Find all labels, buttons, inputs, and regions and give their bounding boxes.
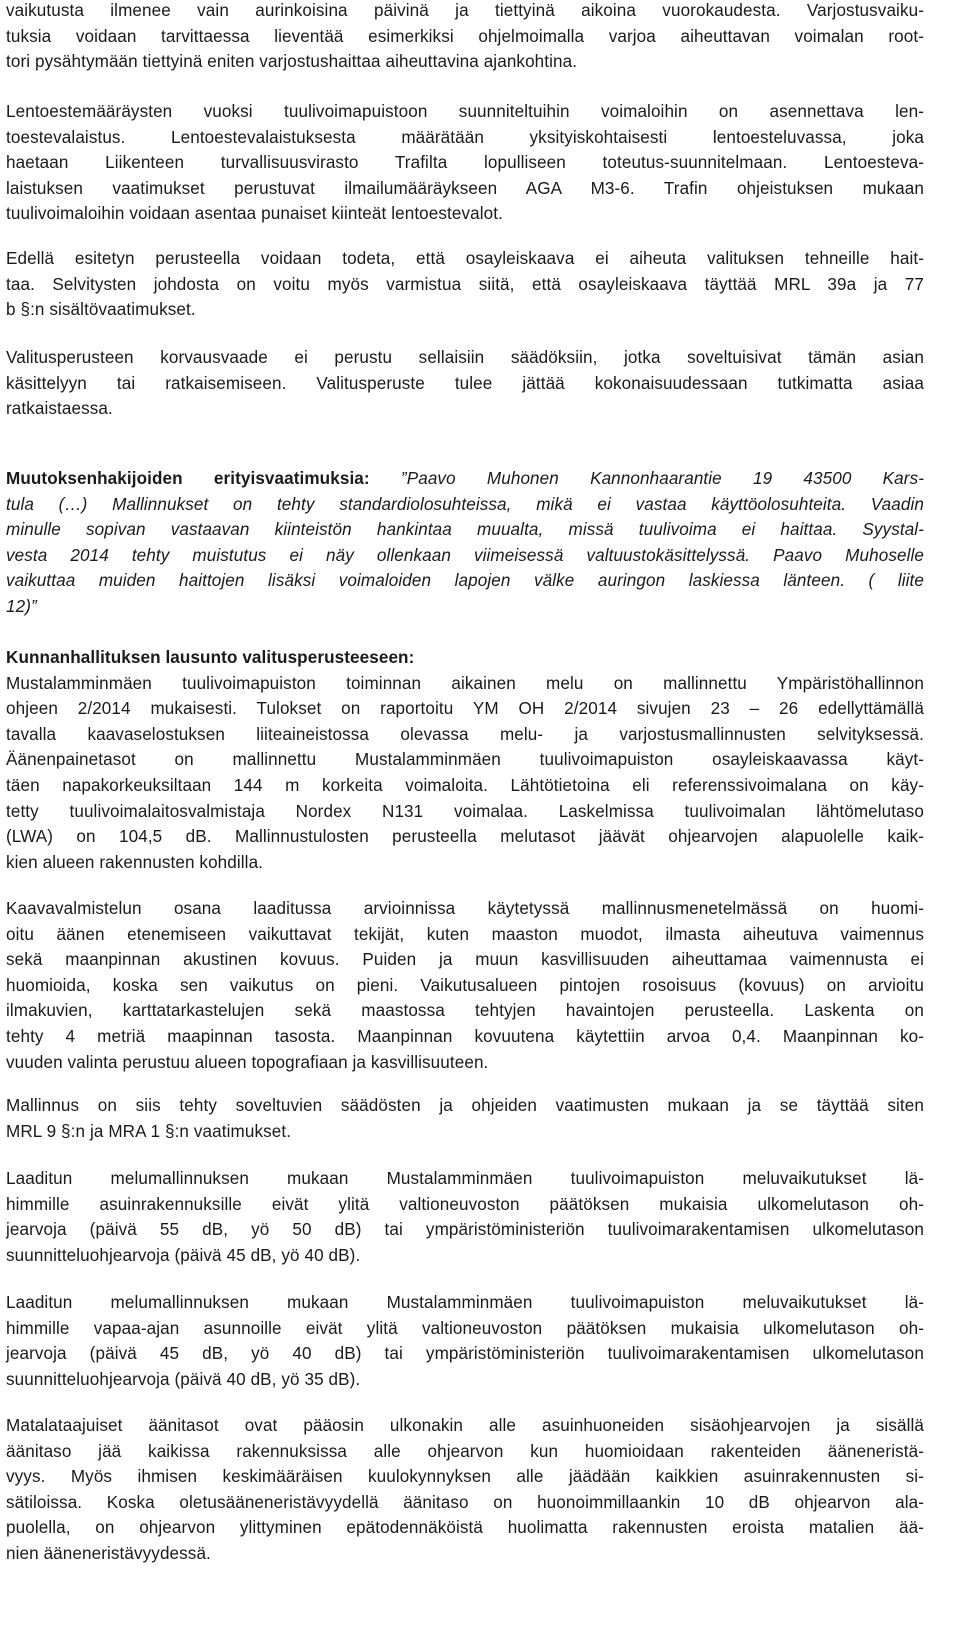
text-line — [6, 466, 924, 492]
text-line: vuuden valinta perustuu alueen topografiaan ja kasvillisuuteen. — [6, 1052, 489, 1072]
text-line: huomioida, koska sen vaikutus on pieni. Vaikutusalueen pintojen rosoisuus (kovuus) on arvioitu — [6, 975, 924, 995]
text-line: jearvoja (päivä 55 dB, yö 50 dB) tai ympäristöministeriön tuulivoimarakentamisen ulkomelutason — [6, 1220, 924, 1240]
paragraph-residential-noise — [6, 1166, 924, 1268]
paragraph-shadow-flicker — [6, 0, 924, 75]
text-line: ratkaistaessa. — [6, 399, 113, 419]
text-line: Edellä esitetyn perusteella voidaan todeta, että osayleiskaava ei aiheuta valituksen tehneille hait- — [6, 249, 924, 268]
text-line: vyys. Myös ihmisen keskimääräisen kuulokynnyksen alle jäädään kaikkien asuinrakennusten si- — [6, 1467, 924, 1487]
text-line: tuulivoimaloihin voidaan asentaa punaiset kiinteät lentoestevalot. — [6, 204, 503, 224]
text-line: tula (…) Mallinnukset on tehty standardiolosuhteissa, mikä ei vastaa käyttöolosuhteita. Vaadin — [6, 494, 924, 514]
text-line: b §:n sisältövaatimukset. — [6, 300, 196, 320]
text-line: nien ääneneristävyydessä. — [6, 1543, 211, 1563]
text-line: MRL 9 §:n ja MRA 1 §:n vaatimukset. — [6, 1121, 292, 1141]
text-line: himmille asuinrakennuksille eivät ylitä valtioneuvoston päätöksen mukaisia ulkomelutason oh- — [6, 1194, 924, 1214]
paragraph-modelling-method — [6, 896, 924, 1075]
text-line: Mallinnus on siis tehty soveltuvien säädösten ja ohjeiden vaatimusten mukaan ja se täyttää siten — [6, 1096, 924, 1115]
text-line: äänitaso jää kaikissa rakennuksissa alle ohjearvon kun huomioidaan rakenteiden ääneneristä- — [6, 1441, 924, 1461]
paragraph-compensation — [6, 345, 924, 422]
text-line: laistuksen vaatimukset perustuvat ilmailumääräykseen AGA M3-6. Trafin ohjeistuksen mukaan — [6, 178, 924, 198]
text-line: vaikuttaa muiden haittojen lisäksi voimaloiden lapojen välke auringon laskiessa länteen. ( liite — [6, 571, 924, 591]
section-heading: Kunnanhallituksen lausunto valitusperusteeseen: — [6, 648, 415, 667]
section-heading: Muutoksenhakijoiden erityisvaatimuksia: — [6, 469, 370, 488]
text-line: minulle sopivan vastaavan kiinteistön hankintaa muualta, missä tuulivoima ei haittaa. Syystal- — [6, 520, 924, 540]
text-line: suunnitteluohjearvoja (päivä 40 dB, yö 35 dB). — [6, 1369, 361, 1389]
text-line: käsittelyyn tai ratkaisemiseen. Valitusperuste tulee jättää kokonaisuudessaan tutkimatta asiaa — [6, 373, 924, 393]
paragraph-appellant-requirements — [6, 466, 924, 620]
text-line: tavalla kaavaselostuksen liiteaineistossa olevassa melu- ja varjostusmallinnusten selvityksessä. — [6, 724, 924, 744]
text-line: tehty 4 metriä maapinnan tasosta. Maanpinnan kovuutena käytettiin arvoa 0,4. Maanpinnan ko- — [6, 1026, 924, 1046]
text-line: himmille vapaa-ajan asunnoille eivät ylitä valtioneuvoston päätöksen mukaisia ulkomelutason oh- — [6, 1318, 924, 1338]
paragraph-aviation-lights — [6, 99, 924, 227]
paragraph-board-statement — [6, 645, 924, 875]
text-line: sekä maanpinnan akustinen kovuus. Puiden ja muun kasvillisuuden aiheuttamaa vaimennusta ei — [6, 950, 924, 970]
text-line: vaikutusta ilmenee vain aurinkoisina päivinä ja tiettyinä aikoina vuorokaudesta. Varjostusvaiku- — [6, 1, 924, 20]
text-line: sätiloissa. Koska oletusääneneristävyydellä äänitaso on huonoimmillaankin 10 dB ohjearvon ala- — [6, 1492, 924, 1512]
paragraph-holiday-home-noise — [6, 1290, 924, 1392]
text-line: vesta 2014 tehty muistutus ei näy ollenkaan viimeisessä valtuustokäsittelyssä. Paavo Muhoselle — [6, 545, 924, 565]
text-line: oitu äänen etenemiseen vaikuttavat tekijät, kuten maaston muodot, ilmasta aiheutuva vaimennus — [6, 924, 924, 944]
quote-start: ”Paavo Muhonen Kannonhaarantie 19 43500 Kars- — [369, 469, 925, 488]
text-line: Lentoestemääräysten vuoksi tuulivoimapuistoon suunniteltuihin voimaloihin on asennettava len- — [6, 102, 924, 121]
text-line: täen napakorkeuksiltaan 144 m korkeita voimaloita. Lähtötietoina eli referenssivoimalana on käy- — [6, 775, 924, 795]
text-line: Matalataajuiset äänitasot ovat pääosin ulkonakin alle asuinhuoneiden sisäohjearvojen ja sisällä — [6, 1416, 924, 1435]
text-line: suunnitteluohjearvoja (päivä 45 dB, yö 40 dB). — [6, 1245, 361, 1265]
text-line: ilmakuvien, karttatarkastelujen sekä maastossa tehtyjen havaintojen perusteella. Laskenta on — [6, 1001, 924, 1021]
text-line: toestevalaistus. Lentoestevalaistuksesta määrätään yksityiskohtaisesti lentoesteluvassa, joka — [6, 127, 924, 147]
text-line: ohjeen 2/2014 mukaisesti. Tulokset on raportoitu YM OH 2/2014 sivujen 23 – 26 edellyttämällä — [6, 699, 924, 719]
text-line: 12)” — [6, 596, 37, 616]
text-line: haetaan Liikenteen turvallisuusvirasto Trafilta lopulliseen toteutus-suunnitelmaan. Lentoesteva- — [6, 153, 924, 173]
text-line: kien alueen rakennusten kohdilla. — [6, 852, 264, 872]
text-line: tori pysähtymään tiettyinä eniten varjostushaittaa aiheuttavina ajankohtina. — [6, 52, 578, 72]
paragraph-low-frequency-noise — [6, 1413, 924, 1567]
paragraph-regulatory-compliance — [6, 1093, 924, 1144]
paragraph-conclusion — [6, 246, 924, 323]
text-line: tuksia voidaan tarvittaessa lieventää esimerkiksi ohjelmoimalla varjoa aiheuttavan voimalan root- — [6, 26, 924, 46]
text-line: taa. Selvitysten johdosta on voitu myös varmistua siitä, että osayleiskaava täyttää MRL 39a ja 77 — [6, 274, 924, 294]
text-line: tetty tuulivoimalaitosvalmistaja Nordex N131 voimalaa. Laskelmissa tuulivoimalan lähtömelutaso — [6, 801, 924, 821]
text-line: Äänenpainetasot on mallinnettu Mustalamminmäen tuulivoimapuiston osayleiskaavassa käyt- — [6, 750, 924, 770]
text-line: Laaditun melumallinnuksen mukaan Mustalamminmäen tuulivoimapuiston meluvaikutukset lä- — [6, 1293, 924, 1312]
text-line: Valitusperusteen korvausvaade ei perustu sellaisiin säädöksiin, jotka soveltuisivat tämän asian — [6, 348, 924, 367]
text-line: (LWA) on 104,5 dB. Mallinnustulosten perusteella melutasot jäävät ohjearvojen alapuolelle kaik- — [6, 827, 924, 847]
text-line: puolella, on ohjearvon ylittyminen epätodennäköistä huolimatta rakennusten eroista matalien ää- — [6, 1518, 924, 1538]
text-line: Laaditun melumallinnuksen mukaan Mustalamminmäen tuulivoimapuiston meluvaikutukset lä- — [6, 1169, 924, 1188]
text-line: Kaavavalmistelun osana laaditussa arvioinnissa käytetyssä mallinnusmenetelmässä on huomi- — [6, 899, 924, 918]
text-line: jearvoja (päivä 45 dB, yö 40 dB) tai ympäristöministeriön tuulivoimarakentamisen ulkomelutason — [6, 1344, 924, 1364]
text-line: Mustalamminmäen tuulivoimapuiston toiminnan aikainen melu on mallinnettu Ympäristöhallinnon — [6, 673, 924, 693]
